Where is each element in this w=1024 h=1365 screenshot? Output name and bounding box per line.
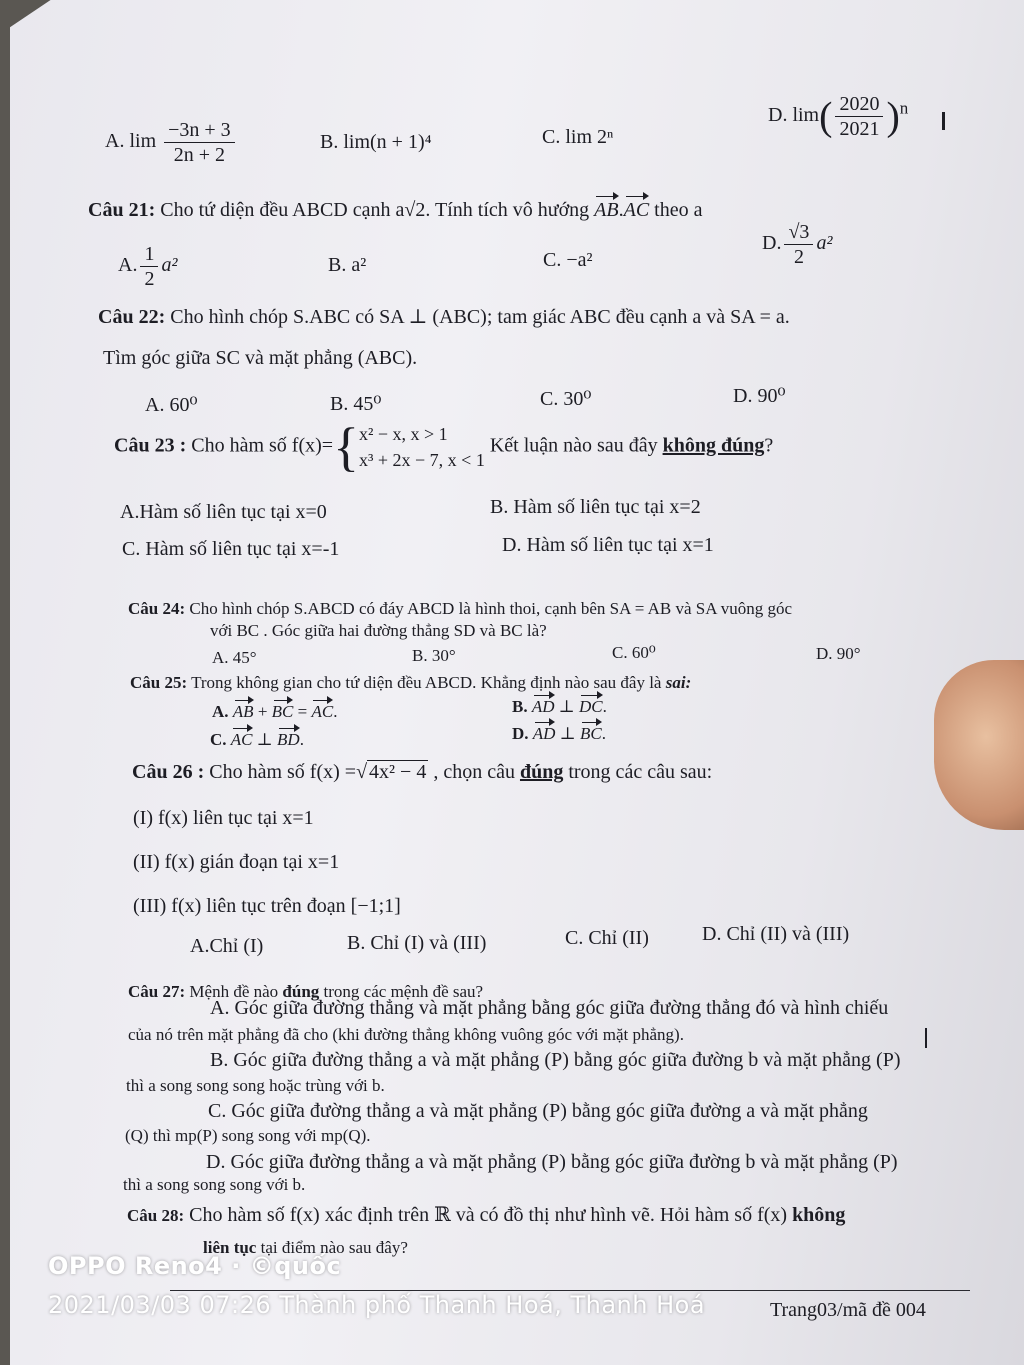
q25-option-d: D. AD ⊥ BC. <box>512 724 606 743</box>
q28-question-line2: liên tục tại điểm nào sau đây? <box>203 1238 408 1257</box>
q24-question-line2: với BC . Góc giữa hai đường thẳng SD và BC là? <box>210 621 547 640</box>
q27-option-c: C. Góc giữa đường thẳng a và mặt phẳng (P) bằng góc giữa đường a và mặt phẳng <box>208 1100 868 1122</box>
q22-option-b: B. 45⁰ <box>330 393 382 415</box>
q23-option-b: B. Hàm số liên tục tại x=2 <box>490 496 701 518</box>
q21-question: Câu 21: Cho tứ diện đều ABCD cạnh a√2. Tính tích vô hướng AB.AC theo a <box>88 199 703 221</box>
q27-option-b-line2: thì a song song song hoặc trùng với b. <box>126 1076 385 1095</box>
q22-option-a: A. 60⁰ <box>145 394 198 416</box>
pen-mark <box>925 1028 927 1048</box>
q25-question: Câu 25: Trong không gian cho tứ diện đều ABCD. Khẳng định nào sau đây là sai: <box>130 673 692 692</box>
camera-watermark-datetime: 2021/03/03 07:26 Thành phố Thanh Hoá, Thanh Hoá <box>48 1291 706 1319</box>
q27-option-c-line2: (Q) thì mp(P) song song với mp(Q). <box>125 1126 371 1145</box>
q27-option-a-line2: của nó trên mặt phẳng đã cho (khi đường thẳng không vuông góc với mặt phẳng). <box>128 1025 684 1044</box>
q24-option-d: D. 90° <box>816 644 861 663</box>
q27-option-b: B. Góc giữa đường thẳng a và mặt phẳng (P) bằng góc giữa đường b và mặt phẳng (P) <box>210 1049 901 1071</box>
q23-option-a: A.Hàm số liên tục tại x=0 <box>120 501 327 523</box>
q26-option-c: C. Chỉ (II) <box>565 927 649 949</box>
q28-question: Câu 28: Cho hàm số f(x) xác định trên ℝ và có đồ thị như hình vẽ. Hỏi hàm số f(x) không <box>127 1204 846 1226</box>
q23-option-c: C. Hàm số liên tục tại x=-1 <box>122 538 340 560</box>
q27-option-d: D. Góc giữa đường thẳng a và mặt phẳng (P) bằng góc giữa đường b và mặt phẳng (P) <box>206 1151 898 1173</box>
q24-option-b: B. 30° <box>412 646 456 665</box>
q21-option-d: D. $\frac{√3}{2}$ a² <box>762 221 833 268</box>
q22-option-c: C. 30⁰ <box>540 388 592 410</box>
q21-option-a: A. $\frac{1}{2}$ a² <box>118 243 178 290</box>
q20-option-a: A. lim $\frac{-3n + 3}{2n + 2}$ <box>105 118 238 167</box>
q26-option-a: A.Chỉ (I) <box>190 935 264 957</box>
q20-option-c: C. lim 2ⁿ <box>542 126 614 148</box>
q25-option-a: A. AB + BC = AC. <box>212 702 338 721</box>
q27-option-a: A. Góc giữa đường thẳng và mặt phẳng bằng góc giữa đường thẳng đó và hình chiếu <box>210 997 889 1019</box>
camera-watermark-brand: OPPO Reno4 · ©quốc <box>48 1252 342 1280</box>
q21-option-b: B. a² <box>328 254 367 276</box>
q24-option-a: A. 45° <box>212 648 257 667</box>
q20-option-b: B. lim(n + 1)⁴ <box>320 131 432 153</box>
q25-option-c: C. AC ⊥ BD. <box>210 730 304 749</box>
page-footer: Trang03/mã đề 004 <box>770 1299 926 1321</box>
q27-question: Câu 27: Mệnh đề nào đúng trong các mệnh đề sau? <box>128 982 484 1001</box>
q27-option-d-line2: thì a song song song với b. <box>123 1175 306 1194</box>
q23-question: Câu 23 : Cho hàm số f(x)={ x² − x, x > 1 x³ + 2x − 7, x < 1 Kết luận nào sau đây không đúng? <box>114 417 774 477</box>
q23-option-d: D. Hàm số liên tục tại x=1 <box>502 534 714 556</box>
q26-option-b: B. Chỉ (I) và (III) <box>347 932 487 954</box>
q21-option-c: C. −a² <box>543 249 593 271</box>
q26-option-d: D. Chỉ (II) và (III) <box>702 923 850 945</box>
q24-question: Câu 24: Cho hình chóp S.ABCD có đáy ABCD là hình thoi, cạnh bên SA = AB và SA vuông góc <box>128 599 793 618</box>
q22-option-d: D. 90⁰ <box>733 385 786 407</box>
q22-question-line2: Tìm góc giữa SC và mặt phẳng (ABC). <box>103 347 418 369</box>
pen-mark <box>942 112 945 130</box>
q26-question: Câu 26 : Cho hàm số f(x) =√ 4x² − 4 , chọn câu đúng trong các câu sau: <box>132 761 713 783</box>
q26-statement-3: (III) f(x) liên tục trên đoạn [−1;1] <box>133 895 401 917</box>
q20-option-d: D. lim( $\frac{2020}{2021}$ )$^n$ <box>768 93 909 140</box>
q22-question: Câu 22: Cho hình chóp S.ABC có SA ⊥ (ABC); tam giác ABC đều cạnh a và SA = a. <box>98 306 790 328</box>
q25-option-b: B. AD ⊥ DC. <box>512 697 607 716</box>
q26-statement-2: (II) f(x) gián đoạn tại x=1 <box>133 851 340 873</box>
q24-option-c: C. 60⁰ <box>612 643 656 662</box>
q26-statement-1: (I) f(x) liên tục tại x=1 <box>133 807 314 829</box>
